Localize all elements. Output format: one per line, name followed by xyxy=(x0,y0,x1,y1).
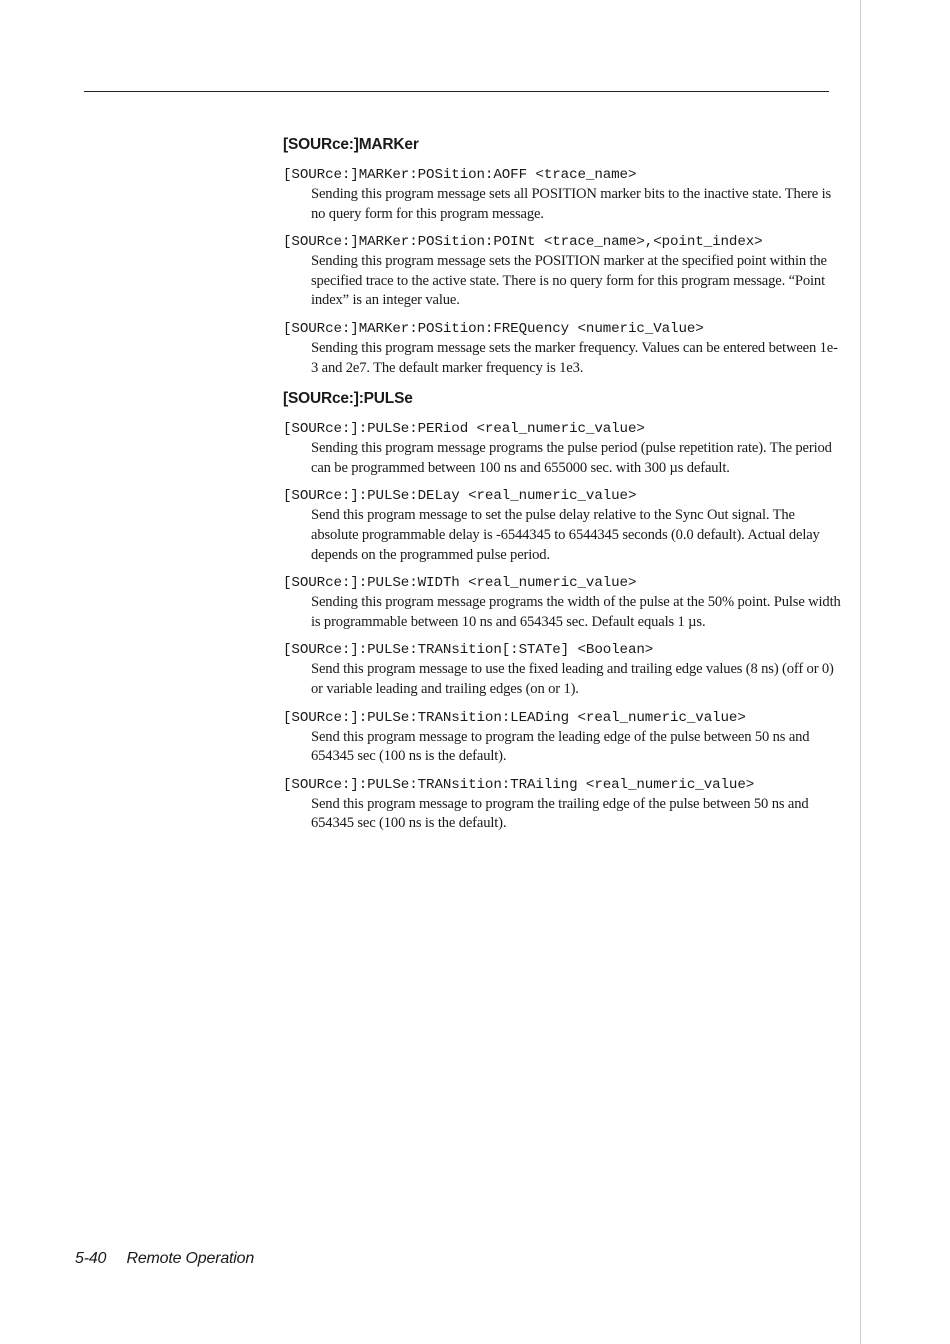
page-footer xyxy=(75,1250,254,1268)
command-syntax: [SOURce:]MARKer:POSition:POINt <trace_name>,<point_index> xyxy=(283,234,763,251)
command-entry-pulse-transition-state xyxy=(283,641,843,699)
header-rule xyxy=(84,91,829,92)
command-syntax: [SOURce:]:PULSe:TRANsition[:STATe] <Boolean> xyxy=(283,642,654,659)
command-syntax: [SOURce:]:PULSe:DELay <real_numeric_value> xyxy=(283,488,637,505)
page-edge-line xyxy=(860,0,861,1344)
command-entry-pulse-delay xyxy=(283,487,843,565)
command-entry-marker-frequency xyxy=(283,320,843,378)
command-syntax: [SOURce:]:PULSe:TRANsition:TRAiling <real_numeric_value> xyxy=(283,776,755,793)
command-syntax: [SOURce:]:PULSe:WIDTh <real_numeric_value> xyxy=(283,575,637,592)
command-syntax: [SOURce:]:PULSe:PERiod <real_numeric_value> xyxy=(283,421,645,438)
command-description: Sending this program message sets the POSITION marker at the specified point within the specified trace to the active state. There is no query form for this program message. “Point index” is an integer value. xyxy=(311,253,827,309)
chapter-title: Remote Operation xyxy=(126,1250,255,1267)
main-content xyxy=(283,136,843,843)
pulse-section-heading: [SOURce:]:PULSe xyxy=(283,390,413,408)
command-description: Sending this program message sets the marker frequency. Values can be entered between 1e-3 and 2e7. The default marker frequency is 1e3. xyxy=(311,339,838,376)
command-entry-pulse-transition-trailing xyxy=(283,776,843,834)
command-entry-marker-aoff xyxy=(283,166,843,224)
command-entry-pulse-transition-leading xyxy=(283,709,843,767)
command-description: Sending this program message sets all POSITION marker bits to the inactive state. There is no query form for this program message. xyxy=(311,186,832,222)
command-description: Send this program message to program the trailing edge of the pulse between 50 ns and 654345 sec (100 ns is the default). xyxy=(311,795,809,832)
command-description: Sending this program message programs the width of the pulse at the 50% point. Pulse width is programmable between 10 ns and 654345 sec. Default equals 1 µs. xyxy=(311,594,841,630)
command-description: Send this program message to program the leading edge of the pulse between 50 ns and 654345 sec (100 ns is the default). xyxy=(311,728,810,765)
command-syntax: [SOURce:]MARKer:POSition:AOFF <trace_name> xyxy=(283,167,637,183)
command-entry-pulse-width xyxy=(283,574,843,632)
command-description: Send this program message to use the fixed leading and trailing edge values (8 ns) (off or 0) or variable leading and trailing edges (on or 1). xyxy=(311,661,834,697)
command-entry-pulse-period xyxy=(283,420,843,478)
command-syntax: [SOURce:]:PULSe:TRANsition:LEADing <real_numeric_value> xyxy=(283,709,746,726)
marker-section-heading: [SOURce:]MARKer xyxy=(283,136,419,153)
command-syntax: [SOURce:]MARKer:POSition:FREQuency <numeric_Value> xyxy=(283,320,704,337)
page-number: 5-40 xyxy=(75,1250,107,1267)
command-description: Sending this program message programs the pulse period (pulse repetition rate). The period can be programmed between 100 ns and 655000 sec. with 300 µs default. xyxy=(311,440,832,476)
command-description: Send this program message to set the pulse delay relative to the Sync Out signal. The absolute programmable delay is -6544345 to 6544345 seconds (0.0 default). Actual delay depends on the programmed pulse period. xyxy=(311,507,820,563)
command-entry-marker-point xyxy=(283,233,843,311)
